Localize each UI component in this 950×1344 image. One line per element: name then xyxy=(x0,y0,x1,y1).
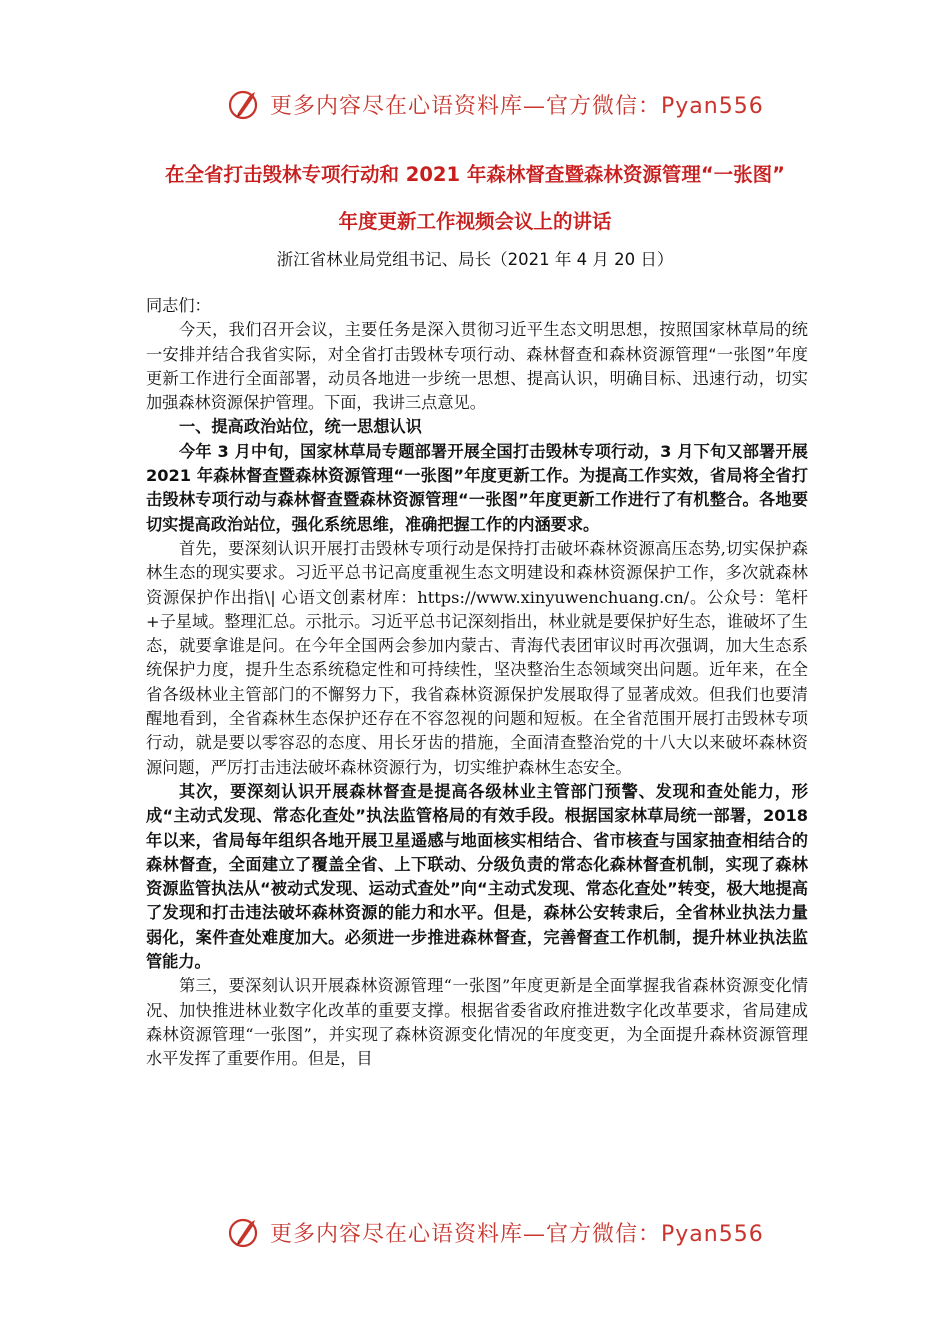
salutation: 同志们： xyxy=(146,296,211,315)
banner-text: 更多内容尽在心语资料库—官方微信：Pyan556 xyxy=(270,1221,764,1247)
paragraph-4: 第三，要深刻认识开展森林资源管理“一张图”年度更新是全面掌握我省森林资源变化情况、加快推进林业数字化改革的重要支撑。根据省委省政府推进数字化改革要求，省局建成森林资源管理“一张图”，并实现了森林资源变化情况的年度变更，为全面提升森林资源管理水平发挥了重要作用。但是，目 xyxy=(146,976,808,1069)
banner-text: 更多内容尽在心语资料库—官方微信：Pyan556 xyxy=(270,93,764,119)
paragraph-3: 其次，要深刻认识开展森林督查是提高各级林业主管部门预警、发现和查处能力，形成“主动式发现、常态化查处”执法监管格局的有效手段。根据国家林草局统一部署，2018 年以来，省局每年组织各地开展卫星遥感与地面核实相结合、省市核查与国家抽查相结合的森林督查，全面建立了覆盖全省、上下联动、分级负责的常态化森林督查机制，实现了森林资源监管执法从“被动式发现、运动式查处”向“主动式发现、常态化查处”转变，极大地提高了发现和打击违法破坏森林资源的能力和水平。但是，森林公安转隶后，全省林业执法力量弱化，案件查处难度加大。必须进一步推进森林督查，完善督查工作机制，提升林业执法监管能力。 xyxy=(146,781,808,972)
wechat-id: Pyan556 xyxy=(661,93,764,119)
pen-nib-in-circle-icon xyxy=(228,1215,262,1249)
intro-paragraph: 今天，我们召开会议，主要任务是深入贯彻习近平生态文明思想，按照国家林草局的统一安排并结合我省实际，对全省打击毁林专项行动、森林督查和森林资源管理“一张图”年度更新工作进行全面部署，动员各地进一步统一思想、提高认识，明确目标、迅速行动，切实加强森林资源保护管理。下面，我讲三点意见。 xyxy=(146,320,808,413)
paragraph-2: 首先，要深刻认识开展打击毁林专项行动是保持打击破坏森林资源高压态势,切实保护森林生态的现实要求。习近平总书记高度重视生态文明建设和森林资源保护工作，多次就森林资源保护作出指\| 心语文创素材库：https://www.xinyuwenchuang.cn/。公众号：笔杆+子星域。整理汇总。示批示。习近平总书记深刻指出，林业就是要保护好生态，谁破坏了生态，就要拿谁是问。在今年全国两会参加内蒙古、青海代表团审议时再次强调，加大生态系统保护力度，提升生态系统稳定性和可持续性，坚决整治生态领域突出问题。近年来，在全省各级林业主管部门的不懈努力下，我省森林资源保护发展取得了显著成效。但我们也要清醒地看到，全省森林生态保护还存在不容忽视的问题和短板。在全省范围开展打击毁林专项行动，就是要以零容忍的态度、用长牙齿的措施，全面清查整治党的十八大以来破坏森林资源问题，严厉打击违法破坏森林资源行为，切实维护森林生态安全。 xyxy=(146,538,808,777)
wechat-id: Pyan556 xyxy=(661,1221,764,1247)
pen-nib-in-circle-icon xyxy=(228,87,262,121)
speech-body xyxy=(146,294,808,1072)
title-line-1: 在全省打击毁林专项行动和 2021 年森林督查暨森林资源管理“一张图” xyxy=(165,163,785,186)
section-1-heading: 一、提高政治站位，统一思想认识 xyxy=(179,417,422,437)
header-banner xyxy=(0,84,950,124)
paragraph-1: 今年 3 月中旬，国家林草局专题部署开展全国打击毁林专项行动，3 月下旬又部署开展 2021 年森林督查暨森林资源管理“一张图”年度更新工作。为提高工作实效，省局将全省打击毁林专项行动与森林督查暨森林资源管理“一张图”年度更新工作进行了有机整合。各地要切实提高政治站位，强化系统思维，准确把握工作的内涵要求。 xyxy=(146,441,808,534)
footer-banner xyxy=(0,1212,950,1252)
title-line-2: 年度更新工作视频会议上的讲话 xyxy=(338,210,612,233)
subtitle: 浙江省林业局党组书记、局长（2021 年 4 月 20 日） xyxy=(276,250,674,269)
